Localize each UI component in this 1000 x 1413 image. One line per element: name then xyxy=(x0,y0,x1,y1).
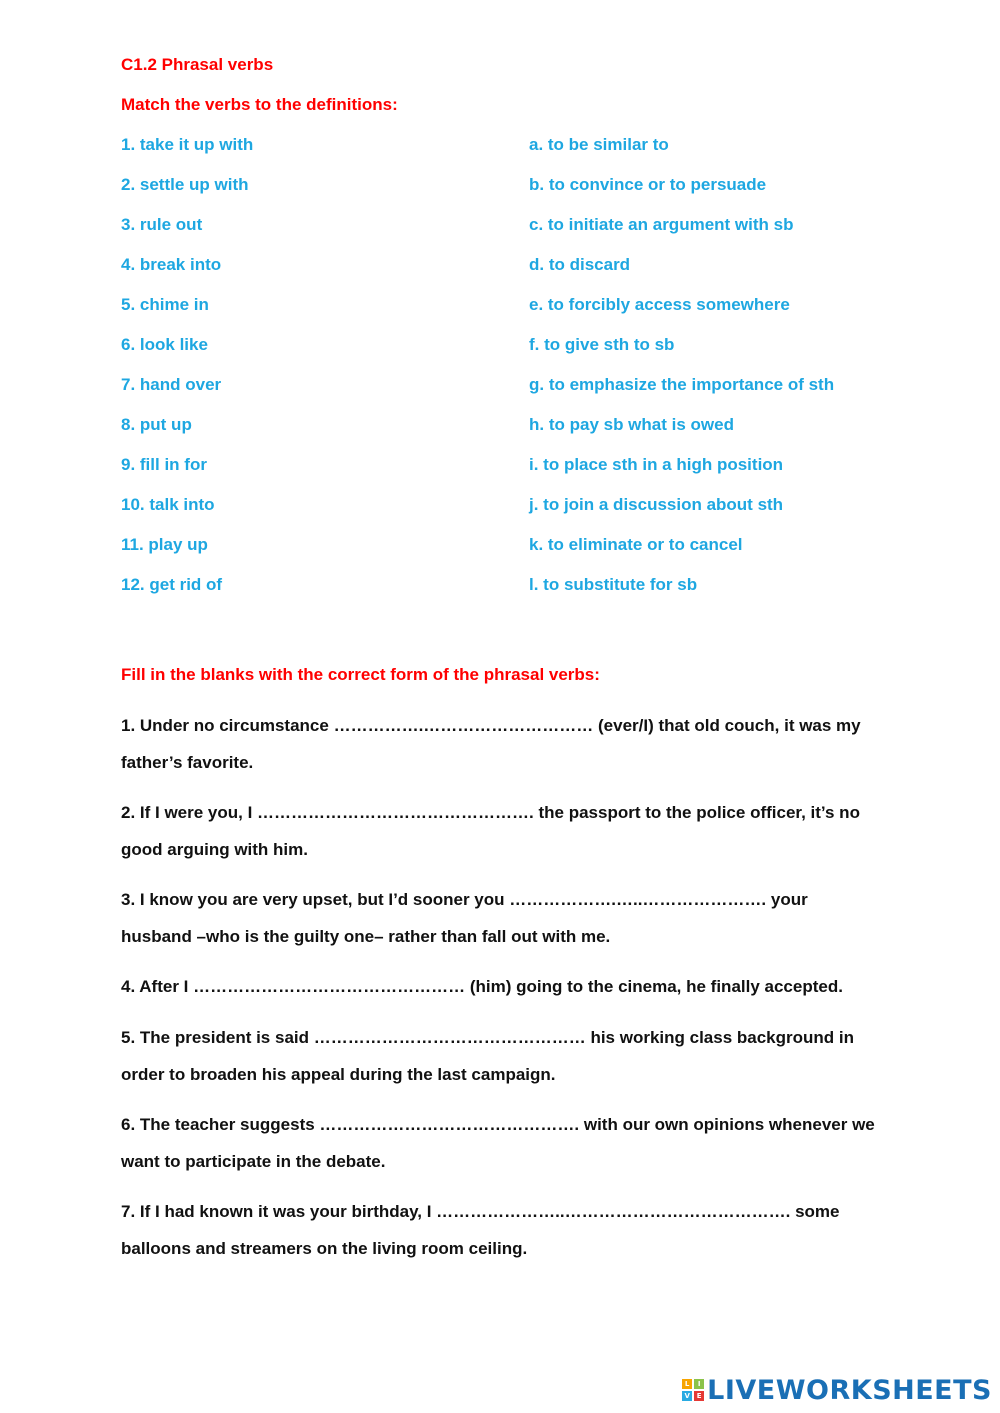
definition-item: k. to eliminate or to cancel xyxy=(529,535,743,554)
match-row xyxy=(121,575,901,599)
fill-sentence: 2. If I were you, I …………………………………………. the passport to the police officer, it’s no good arguing with him. xyxy=(121,803,860,859)
definition-item: l. to substitute for sb xyxy=(529,575,698,594)
logo-text: LIVEWORKSHEETS xyxy=(707,1374,992,1406)
verb-item: 10. talk into xyxy=(121,495,215,514)
verb-item: 1. take it up with xyxy=(121,135,254,154)
definition-item: j. to join a discussion about sth xyxy=(529,495,784,514)
match-row xyxy=(121,455,901,479)
definition-item: d. to discard xyxy=(529,255,631,274)
match-row xyxy=(121,295,901,319)
match-row xyxy=(121,375,901,399)
fill-sentence: 7. If I had known it was your birthday, I …………………..…………………………………. some balloons and streamers on the living room ceiling. xyxy=(121,1202,840,1258)
match-row xyxy=(121,215,901,239)
fill-sentence: 5. The president is said ………………………………………… his working class background in order to broaden his appeal during the last campaign. xyxy=(121,1028,855,1084)
verb-item: 4. break into xyxy=(121,255,222,274)
match-row xyxy=(121,535,901,559)
verb-item: 12. get rid of xyxy=(121,575,223,594)
verb-item: 5. chime in xyxy=(121,295,209,314)
match-row xyxy=(121,175,901,199)
verb-item: 7. hand over xyxy=(121,375,222,394)
match-instruction: Match the verbs to the definitions: xyxy=(121,95,398,114)
verb-item: 8. put up xyxy=(121,415,192,434)
verb-item: 3. rule out xyxy=(121,215,203,234)
match-row xyxy=(121,335,901,359)
fill-sentence: 6. The teacher suggests ………………………………………. with our own opinions whenever we want to participate in the debate. xyxy=(121,1115,875,1171)
logo-grid-icon: L I V E xyxy=(682,1379,704,1401)
definition-item: h. to pay sb what is owed xyxy=(529,415,734,434)
definition-item: i. to place sth in a high position xyxy=(529,455,784,474)
definition-item: g. to emphasize the importance of sth xyxy=(529,375,835,394)
fill-sentence: 4. After I ………………………………………… (him) going to the cinema, he finally accepted. xyxy=(121,977,843,996)
verb-item: 9. fill in for xyxy=(121,455,207,474)
worksheet-title: C1.2 Phrasal verbs xyxy=(121,55,274,74)
match-row xyxy=(121,415,901,439)
match-row xyxy=(121,255,901,279)
fill-sentence: 1. Under no circumstance …………….………………………… (ever/I) that old couch, it was my father’s favorite. xyxy=(121,716,861,772)
fill-blanks-instruction: Fill in the blanks with the correct form of the phrasal verbs: xyxy=(121,665,600,684)
match-row xyxy=(121,495,901,519)
definition-item: a. to be similar to xyxy=(529,135,669,154)
definition-item: f. to give sth to sb xyxy=(529,335,675,354)
verb-item: 11. play up xyxy=(121,535,208,554)
match-row xyxy=(121,135,901,159)
definition-item: e. to forcibly access somewhere xyxy=(529,295,790,314)
liveworksheets-logo xyxy=(682,1375,992,1405)
definition-item: b. to convince or to persuade xyxy=(529,175,767,194)
verb-item: 2. settle up with xyxy=(121,175,249,194)
fill-sentence: 3. I know you are very upset, but I’d sooner you ……………….…..…………………. your husband –who is the guilty one– rather than fall out with me. xyxy=(121,890,808,946)
verb-item: 6. look like xyxy=(121,335,208,354)
definition-item: c. to initiate an argument with sb xyxy=(529,215,794,234)
